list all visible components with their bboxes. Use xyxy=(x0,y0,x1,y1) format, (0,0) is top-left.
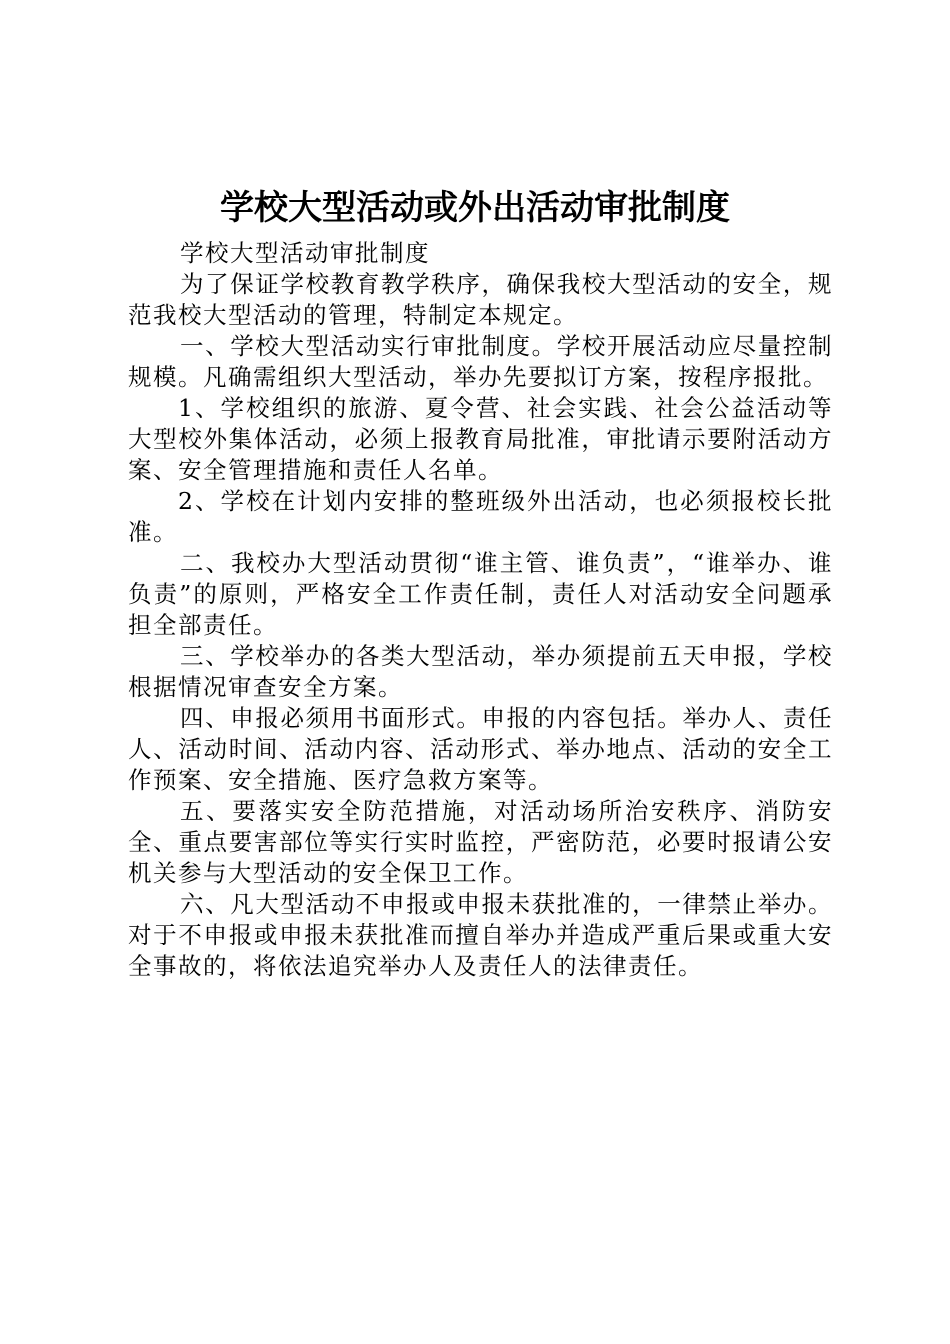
section-5-paragraph: 五、要落实安全防范措施，对活动场所治安秩序、消防安全、重点要害部位等实行实时监控，严密防范，必要时报请公安机关参与大型活动的安全保卫工作。 xyxy=(128,797,833,887)
section-3-paragraph: 三、学校举办的各类大型活动，举办须提前五天申报，学校根据情况审查安全方案。 xyxy=(128,642,833,701)
section-4-paragraph: 四、申报必须用书面形式。申报的内容包括。举办人、责任人、活动时间、活动内容、活动形式、举办地点、活动的安全工作预案、安全措施、医疗急救方案等。 xyxy=(128,704,833,794)
document-body xyxy=(128,238,833,982)
subtitle-paragraph: 学校大型活动审批制度 xyxy=(180,239,430,267)
document-title: 学校大型活动或外出活动审批制度 xyxy=(220,188,730,228)
item-1-paragraph: 1、学校组织的旅游、夏令营、社会实践、社会公益活动等大型校外集体活动，必须上报教育局批准，审批请示要附活动方案、安全管理措施和责任人名单。 xyxy=(128,394,833,484)
item-2-paragraph: 2、学校在计划内安排的整班级外出活动，也必须报校长批准。 xyxy=(128,487,833,546)
section-6-paragraph: 六、凡大型活动不申报或申报未获批准的，一律禁止举办。对于不申报或申报未获批准而擅自举办并造成严重后果或重大安全事故的，将依法追究举办人及责任人的法律责任。 xyxy=(128,890,833,980)
section-1-paragraph: 一、学校大型活动实行审批制度。学校开展活动应尽量控制规模。凡确需组织大型活动，举办先要拟订方案，按程序报批。 xyxy=(128,332,833,391)
intro-paragraph: 为了保证学校教育教学秩序，确保我校大型活动的安全，规范我校大型活动的管理，特制定本规定。 xyxy=(128,270,833,329)
section-2-paragraph: 二、我校办大型活动贯彻“谁主管、谁负责”，“谁举办、谁负责”的原则，严格安全工作责任制，责任人对活动安全问题承担全部责任。 xyxy=(128,549,833,639)
